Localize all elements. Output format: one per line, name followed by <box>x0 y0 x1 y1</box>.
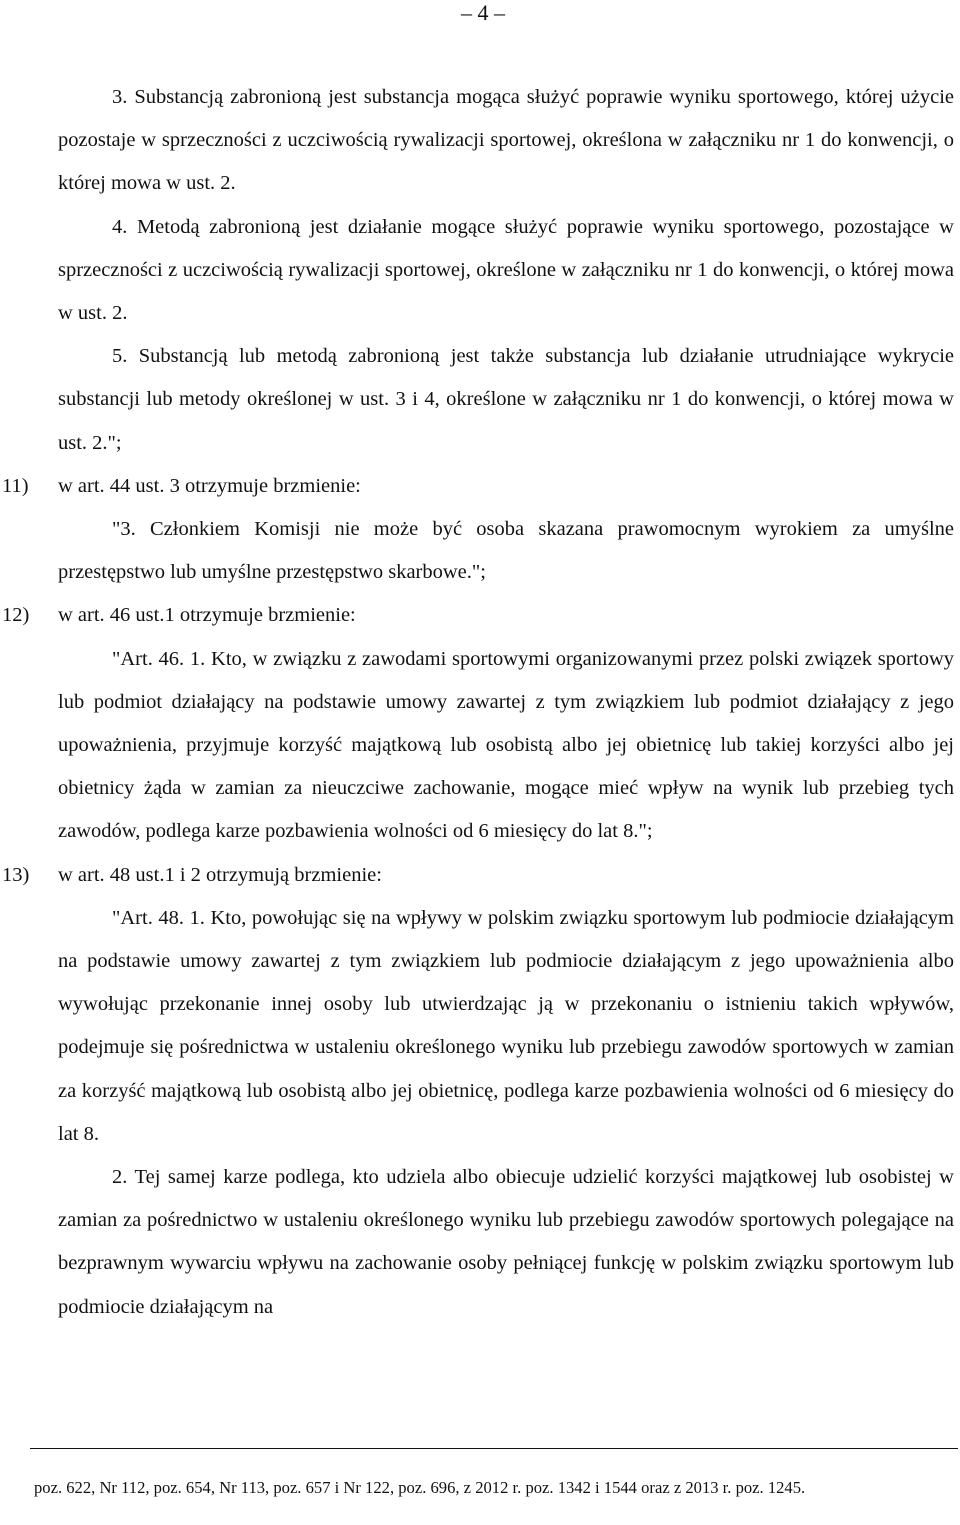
list-item-number: 11) <box>2 474 29 497</box>
paragraph-4: 4. Metodą zabronioną jest działanie mogące służyć poprawie wyniku sportowego, pozostające w sprzeczności z uczciwością rywalizacji sportowej, określone w załączniku nr 1 do konwencji, o której mowa w ust. 2. <box>58 215 954 325</box>
list-item-12 <box>0 594 954 637</box>
list-item-text: w art. 44 ust. 3 otrzymuje brzmienie: <box>58 474 361 497</box>
quoted-provision: 2. Tej samej karze podlega, kto udziela albo obiecuje udzielić korzyści majątkowej lub osobistej w zamian za pośrednictwo w ustaleniu określonego wyniku lub przebiegu zawodów sportowych polegające na bezprawnym wywarciu wpływu na zachowanie osoby pełniącej funkcję w polskim związku sportowym lub podmiocie działającym na <box>58 1166 954 1318</box>
paragraph-3: 3. Substancją zabronioną jest substancja mogąca służyć poprawie wyniku sportowego, której użycie pozostaje w sprzeczności z uczciwością rywalizacji sportowej, określona w załączniku nr 1 do konwencji, o której mowa w ust. 2. <box>58 86 954 195</box>
quoted-provision: "3. Członkiem Komisji nie może być osoba skazana prawomocnym wyrokiem za umyślne przestępstwo lub umyślne przestępstwo skarbowe."; <box>58 518 954 584</box>
page-number: – 4 – <box>461 0 505 25</box>
quoted-provision: "Art. 46. 1. Kto, w związku z zawodami sportowymi organizowanymi przez polski związek sportowy lub podmiot działający na podstawie umowy zawartej z tym związkiem lub podmiot działający z jego upoważnienia, przyjmuje korzyść majątkową lub osobistą albo jej obietnicę lub takiej korzyści albo jej obietnicy żąda w zamian za nieuczciwe zachowanie, mogące mieć wpływ na wynik lub przebieg tych zawodów, podlega karze pozbawienia wolności od 6 miesięcy do lat 8."; <box>58 647 954 843</box>
list-item-number: 12) <box>2 604 30 627</box>
footnote-divider <box>30 1448 958 1449</box>
paragraph-5: 5. Substancją lub metodą zabronioną jest także substancja lub działanie utrudniające wykrycie substancji lub metody określonej w ust. 3 i 4, określone w załączniku nr 1 do konwencji, o której mowa w ust. 2."; <box>58 345 954 454</box>
quoted-provision: "Art. 48. 1. Kto, powołując się na wpływy w polskim związku sportowym lub podmiocie działającym na podstawie umowy zawartej z tym związkiem lub podmiocie działającym z jego upoważnienia albo wywołując przekonanie innej osoby lub utwierdzając ją w przekonaniu o istnieniu takich wpływów, podejmuje się pośrednictwa w ustaleniu określonego wyniku lub przebiegu zawodów sportowych w zamian za korzyść majątkową lub osobistą albo jej obietnicę, podlega karze pozbawienia wolności od 6 miesięcy do lat 8. <box>58 906 954 1145</box>
list-item-11 <box>0 465 954 508</box>
document-body <box>2 76 954 1329</box>
list-item-13 <box>0 854 954 897</box>
list-item-number: 13) <box>2 863 30 886</box>
list-item-text: w art. 46 ust.1 otrzymuje brzmienie: <box>58 604 356 627</box>
footnote: poz. 622, Nr 112, poz. 654, Nr 113, poz. 657 i Nr 122, poz. 696, z 2012 r. poz. 1342 i 1544 oraz z 2013 r. poz. 1245. <box>34 1478 806 1497</box>
list-item-text: w art. 48 ust.1 i 2 otrzymują brzmienie: <box>58 863 382 886</box>
